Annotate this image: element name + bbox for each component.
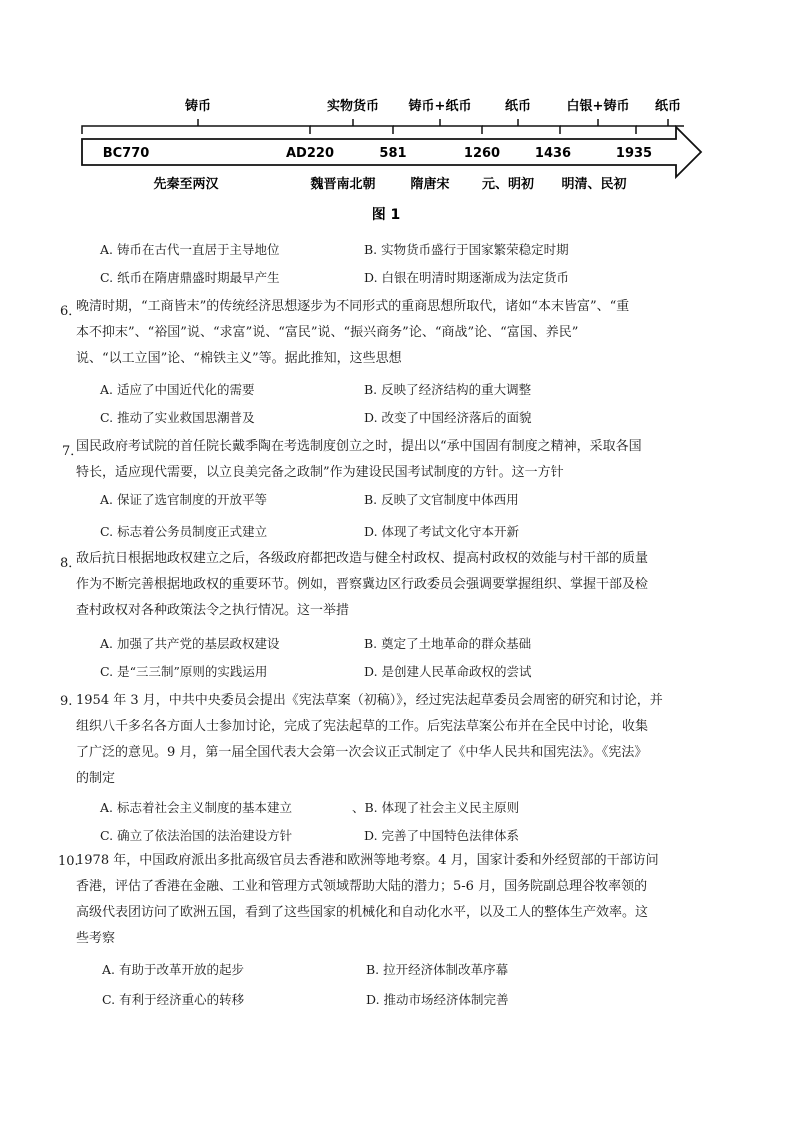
q9-option-b[interactable]: 、B. 体现了社会主义民主原则: [352, 800, 520, 815]
currency-label-5: 白银+铸币: [566, 99, 630, 114]
q9-stem-line: 了广泛的意见。9 月，第一届全国代表大会第一次会议正式制定了《中华人民共和国宪法》。《宪法》: [76, 745, 648, 760]
q6-option-d[interactable]: D. 改变了中国经济落后的面貌: [364, 410, 532, 425]
q9-stem-line: 的制定: [76, 771, 116, 786]
q7-stem: [76, 434, 716, 486]
q8-stem: [76, 546, 716, 624]
q8-stem-line: 作为不断完善根据地政权的重要环节。例如，晋察冀边区行政委员会强调要掌握组织、掌握干部及检: [76, 577, 649, 592]
q6-number: 6．: [60, 304, 82, 319]
q5-option-a[interactable]: A. 铸币在古代一直居于主导地位: [100, 242, 280, 257]
q10-option-b[interactable]: B. 拉开经济体制改革序幕: [366, 962, 509, 977]
q7-stem-line: 特长，适应现代需要，以立良美完备之政制”作为建设民国考试制度的方针。这一方针: [76, 465, 564, 480]
q5-option-c[interactable]: C. 纸币在隋唐鼎盛时期最早产生: [100, 270, 280, 285]
period-label: 明清、民初: [561, 177, 627, 192]
q9-option-a[interactable]: A. 标志着社会主义制度的基本建立: [100, 800, 292, 815]
year-label: BC770: [102, 146, 150, 161]
figure-caption: 图 1: [371, 207, 401, 223]
q10-stem-line: 高级代表团访问了欧洲五国，看到了这些国家的机械化和自动化水平，以及工人的整体生产效率。这: [76, 905, 649, 920]
q7-option-c[interactable]: C. 标志着公务员制度正式建立: [100, 524, 268, 539]
q10-option-d[interactable]: D. 推动市场经济体制完善: [366, 992, 509, 1007]
q9-number: 9.: [60, 694, 73, 709]
q10-number: 10.: [58, 854, 79, 869]
currency-label-3: 铸币+纸币: [408, 99, 472, 114]
q8-option-b[interactable]: B. 奠定了土地革命的群众基础: [364, 636, 532, 651]
q10-stem: [76, 848, 716, 952]
q10-stem-line: 1978 年，中国政府派出多批高级官员去香港和欧洲等地考察。4 月，国家计委和外经贸部的干部访问: [76, 853, 659, 868]
q9-option-d[interactable]: D. 完善了中国特色法律体系: [364, 828, 520, 843]
q5-option-b[interactable]: B. 实物货币盛行于国家繁荣稳定时期: [364, 242, 569, 257]
year-label: AD220: [286, 146, 334, 161]
year-label: 1436: [534, 146, 572, 161]
q7-stem-line: 国民政府考试院的首任院长戴季陶在考选制度创立之时，提出以“承中国固有制度之精神，采取各国: [76, 439, 642, 454]
currency-label-6: 纸币: [654, 99, 682, 114]
q6-stem: [76, 294, 716, 372]
period-brackets: [82, 119, 684, 134]
year-label: 1260: [463, 146, 501, 161]
q7-option-d[interactable]: D. 体现了考试文化守本开新: [364, 524, 520, 539]
q8-stem-line: 查村政权对各种政策法令之执行情况。这一举措: [76, 603, 350, 618]
timeline-figure: [0, 0, 794, 230]
q6-option-b[interactable]: B. 反映了经济结构的重大调整: [364, 382, 532, 397]
q9-stem-line: 1954 年 3 月，中共中央委员会提出《宪法草案（初稿）》，经过宪法起草委员会周密的研究和讨论，并: [76, 693, 663, 708]
q7-option-b[interactable]: B. 反映了文官制度中体西用: [364, 492, 519, 507]
currency-label-4: 纸币: [504, 99, 532, 114]
q9-option-c[interactable]: C. 确立了依法治国的法治建设方针: [100, 828, 293, 843]
q6-stem-line: 晚清时期，“工商皆末”的传统经济思想逐步为不同形式的重商思想所取代，诸如“本末皆富”、“重: [76, 299, 630, 314]
q5-option-d[interactable]: D. 白银在明清时期逐渐成为法定货币: [364, 270, 570, 285]
q10-stem-line: 香港，评估了香港在金融、工业和管理方式领域帮助大陆的潜力；5-6 月，国务院副总理谷牧率领的: [76, 879, 648, 894]
year-label: 1935: [615, 146, 653, 161]
q8-option-d[interactable]: D. 是创建人民革命政权的尝试: [364, 664, 532, 679]
period-label: 先秦至两汉: [153, 177, 219, 192]
q6-option-a[interactable]: A. 适应了中国近代化的需要: [100, 382, 255, 397]
q6-option-c[interactable]: C. 推动了实业救国思潮普及: [100, 410, 255, 425]
q6-stem-line: 本不抑末”、“裕国”说、“求富”说、“富民”说、“振兴商务”论、“商战”论、“富国、养民”: [76, 325, 579, 340]
q10-option-c[interactable]: C. 有利于经济重心的转移: [102, 992, 245, 1007]
q8-option-c[interactable]: C. 是“三三制”原则的实践运用: [100, 664, 268, 679]
q8-option-a[interactable]: A. 加强了共产党的基层政权建设: [100, 636, 280, 651]
year-label: 581: [379, 146, 407, 161]
q8-number: 8．: [60, 556, 82, 571]
period-label: 魏晋南北朝: [310, 177, 376, 192]
period-label: 隋唐宋: [410, 177, 450, 192]
q10-stem-line: 些考察: [76, 931, 116, 946]
q6-stem-line: 说、“以工立国”论、“棉铁主义”等。据此推知，这些思想: [76, 351, 402, 366]
period-label: 元、明初: [481, 177, 535, 192]
q7-number: 7．: [62, 444, 84, 459]
q9-stem-line: 组织八千多名各方面人士参加讨论，完成了宪法起草的工作。后宪法草案公布并在全民中讨论，收集: [76, 719, 649, 734]
q8-stem-line: 敌后抗日根据地政权建立之后，各级政府都把改造与健全村政权、提高村政权的效能与村干部的质量: [76, 551, 649, 566]
q9-stem: [76, 688, 716, 792]
currency-label-1: 铸币: [184, 99, 212, 114]
currency-label-2: 实物货币: [326, 99, 380, 114]
q7-option-a[interactable]: A. 保证了选官制度的开放平等: [100, 492, 267, 507]
q10-option-a[interactable]: A. 有助于改革开放的起步: [102, 962, 244, 977]
